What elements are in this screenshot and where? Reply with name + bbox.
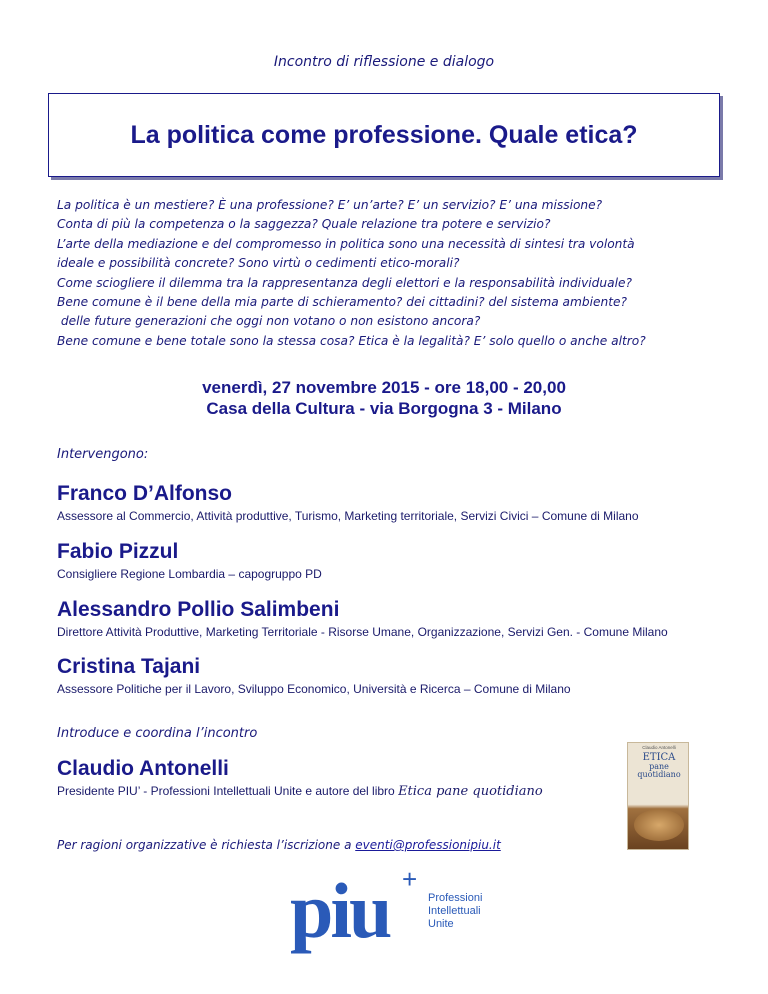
moderator-role-text: Presidente PIU’ - Professioni Intellettuali Unite e autore del libro [57,784,399,798]
question-line: ideale e possibilità concrete? Sono virtù o cedimenti etico-morali? [57,256,460,271]
logo-line: Professioni [428,892,483,904]
logo-line: Unite [428,918,454,930]
note-text: Per ragioni organizzative è richiesta l’iscrizione a [57,838,356,852]
speaker-name: Fabio Pizzul [57,540,179,563]
logo-subtitle [428,892,482,931]
question-line: L’arte della mediazione e del compromesso in politica sono una necessità di sintesi tra volontà [57,236,635,251]
question-line: delle future generazioni che oggi non votano o non esistono ancora? [57,314,481,329]
questions-block [57,196,737,351]
book-cover-line: quotidiano [637,770,681,779]
speaker-role: Direttore Attività Produttive, Marketing Territoriale - Risorse Umane, Organizzazione, Servizi Gen. - Comune Milano [57,625,668,639]
event-place: Casa della Cultura - via Borgogna 3 - Milano [206,399,562,418]
question-line: Conta di più la competenza o la saggezza? Quale relazione tra potere e servizio? [57,217,551,232]
event-date: venerdì, 27 novembre 2015 - ore 18,00 - 20,00 [202,378,566,397]
speaker-role: Assessore Politiche per il Lavoro, Sviluppo Economico, Università e Ricerca – Comune di Milano [57,682,571,696]
event-info [0,377,768,419]
book-author: Claudio Antonelli [642,745,676,750]
speakers-label: Intervengono: [57,447,149,462]
moderator-role [57,784,543,799]
event-subtitle: Incontro di riflessione e dialogo [273,54,495,70]
question-line: Bene comune è il bene della mia parte di schieramento? dei cittadini? del sistema ambiente? [57,295,627,310]
speaker-name: Cristina Tajani [57,655,201,678]
piu-logo [290,864,490,960]
book-title: Etica pane quotidiano [398,784,543,799]
logo-line: Intellettuali [428,905,481,917]
speaker-role: Assessore al Commercio, Attività produttive, Turismo, Marketing territoriale, Servizi Civici – Comune di Milano [57,509,639,523]
page-title: La politica come professione. Quale etica? [130,120,638,149]
bread-image [634,809,684,841]
logo-mark: piu [290,867,390,954]
book-cover-image [627,742,689,850]
speaker-role: Consigliere Regione Lombardia – capogruppo PD [57,567,322,581]
registration-note [57,838,501,852]
email-link[interactable]: eventi@professionipiu.it [355,838,501,852]
question-line: Bene comune e bene totale sono la stessa cosa? Etica è la legalità? E’ solo quello o anche altro? [57,333,646,348]
logo-plus: + [402,864,418,894]
speaker-name: Franco D’Alfonso [57,482,233,505]
book-cover-line: pane [649,762,669,771]
moderator-label: Introduce e coordina l’incontro [57,726,258,741]
title-box [48,93,720,177]
question-line: Come sciogliere il dilemma tra la rappresentanza degli elettori e la responsabilità individuale? [57,275,632,290]
question-line: La politica è un mestiere? È una professione? E’ un’arte? E’ un servizio? E’ una missione? [57,198,603,212]
book-cover-line: ETICA [642,752,676,763]
moderator-name: Claudio Antonelli [57,757,229,780]
speaker-name: Alessandro Pollio Salimbeni [57,598,340,621]
